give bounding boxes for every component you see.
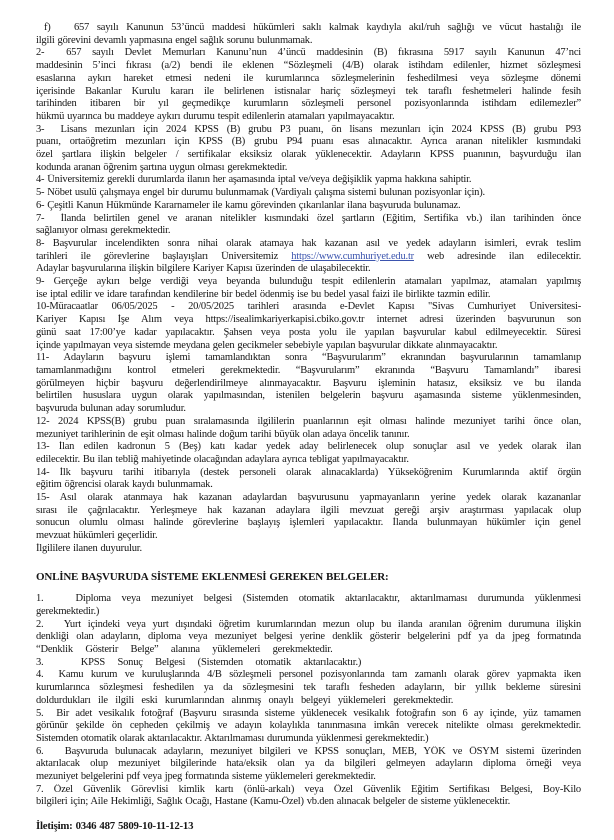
doc-line bbox=[36, 225, 581, 238]
doc-line bbox=[36, 365, 581, 378]
doc-text: 12- 2024 KPSS(B) grubu puan sıralamasında ilgililerin puanlarının eşit olması halinde mezuniyet tarihi önce olan, bbox=[36, 415, 581, 427]
doc-line bbox=[36, 784, 581, 797]
doc-line bbox=[36, 390, 581, 403]
doc-line bbox=[36, 136, 581, 149]
doc-text: 4. Kamu kurum ve kuruluşlarında 4/B sözleşmeli personel pozisyonlarında tam zamanlı olarak görev yapmakta iken bbox=[36, 669, 581, 681]
doc-line bbox=[36, 251, 581, 264]
doc-line bbox=[36, 441, 581, 454]
doc-text: 8- Başvurular incelendikten sonra nihai olarak atamaya hak kazanan asıl ve yedek adayların isimleri, evrak teslim bbox=[36, 237, 581, 249]
doc-line bbox=[36, 200, 581, 213]
doc-line bbox=[36, 60, 581, 73]
doc-text: eğitim öğrencisi olarak kaydı bulunmamak. bbox=[36, 479, 213, 491]
doc-text: sonucun olumlu olması halinde görevlerine başlayış işlemleri yapılacaktır. İlanda bulunmayan hükümler için genel bbox=[36, 517, 581, 529]
required-documents-section bbox=[36, 593, 581, 809]
doc-line bbox=[36, 340, 581, 353]
general-notes-section bbox=[36, 22, 581, 556]
doc-text: 6. Başvuruda bulunacak adayların, mezuniyet bilgileri ve KPSS sonuçları, MEB, YÖK ve ÖSYM sistemi üzerinden bbox=[36, 745, 581, 757]
doc-text: 5. Bir adet vesikalık fotoğraf (Başvuru sırasında sisteme yüklenecek vesikalık fotoğrafın son 6 ay içinde, yüz tamamen bbox=[36, 707, 581, 719]
doc-text: edilecektir. Bu ilan tebliğ mahiyetinde olacağından adaylara ayrıca tebligat yapılmayacaktır. bbox=[36, 453, 409, 465]
doc-text: kodunda aranan öğrenim şartına uygun olması gerekmektedir. bbox=[36, 161, 288, 173]
doc-text: görünür şekilde ön cepheden çekilmiş ve adayın kolaylıkla tanınmasına imkân verecek nitelikte olması gerekmektedir. bbox=[36, 720, 581, 732]
doc-line bbox=[36, 606, 581, 619]
doc-line bbox=[36, 631, 581, 644]
doc-text: tarihinden itibaren bir yıl geçmedikçe kurumların sözleşmeli personel pozisyonlarında istihdam edilemezler” bbox=[36, 98, 581, 110]
doc-text: görülmeyen hiçbir başvuru değerlendirilmeye alınmayacaktır. Başvuru işleminin hatasız, eksiksiz ve bu ilanda bbox=[36, 377, 581, 389]
doc-text: “Denklik Gösterir Belge” alanına yüklemeleri gerekmektedir. bbox=[36, 644, 333, 656]
doc-line bbox=[36, 149, 581, 162]
doc-line bbox=[36, 530, 581, 543]
doc-line bbox=[36, 98, 581, 111]
doc-line bbox=[36, 619, 581, 632]
doc-text: 11- Adayların başvuru işlemi tamamlandıktan sonra “Başvurularım” ekranından başvurularının tamamlanıp bbox=[36, 352, 581, 364]
doc-line bbox=[36, 174, 581, 187]
doc-text: 9- Gerçeğe aykırı belge verdiği veya beyanda bulunduğu tespit edilenlerin atamaları yapılmaz, atamaları yapılmış bbox=[36, 276, 581, 288]
doc-text: 3- Lisans mezunları için 2024 KPSS (B) grubu P3 puanı, ön lisans mezunları için 2024 KPSS (B) grubu P93 bbox=[36, 123, 581, 135]
doc-line bbox=[36, 720, 581, 733]
doc-line bbox=[36, 758, 581, 771]
doc-text: tarihleri ile görevlerine başlayışları Üniversitemiz bbox=[36, 250, 292, 262]
doc-text: mevzuat hükümleri geçerlidir. bbox=[36, 530, 158, 542]
doc-text: f) 657 sayılı Kanunun 53’üncü maddesi hükümleri saklı kalmak kaydıyla akıl/ruh sağlığı ve vücut hastalığı ile bbox=[44, 22, 581, 33]
doc-line bbox=[36, 111, 581, 124]
doc-text: günü saat 17:00’ye kadar yapılacaktır. Şahsen veya posta yolu ile yapılan başvurular kabul edilmeyecektir. Süresi bbox=[36, 326, 581, 338]
doc-text: maddesinin 5’inci fıkrası (a/2) bendi ile eklenen “Sözleşmeli (4/B) olarak istihdam edilenler, hizmet sözleşmesi bbox=[36, 60, 581, 72]
doc-line bbox=[36, 733, 581, 746]
doc-line bbox=[36, 289, 581, 302]
doc-line bbox=[36, 796, 581, 809]
doc-line bbox=[36, 47, 581, 60]
contact-line: İletişim: 0346 487 5809-10-11-12-13 bbox=[36, 820, 194, 833]
doc-text: 7. Özel Güvenlik Görevlisi kimlik kartı (önlü-arkalı) veya Özel Güvenlik Eğitim Sertifikası Belgesi, Boy-Kilo bbox=[36, 783, 581, 795]
doc-line bbox=[36, 327, 581, 340]
doc-line bbox=[36, 124, 581, 137]
doc-text: içinde yapılmayan veya sistemde meydana gelen gecikmeler sebebiyle yapılan başvurular dikkate alınmayacaktır. bbox=[36, 339, 498, 351]
doc-text: ilgili görevini devamlı yapmasına engel sağlık sorunu bulunmamak. bbox=[36, 34, 313, 46]
doc-text: Sistemden otomatik olarak aktarılacaktır. Aktarılmaması durumunda yüklenmesi gerekmektedir.) bbox=[36, 732, 429, 744]
doc-text: başvuruda bulunan aday sorumludur. bbox=[36, 403, 186, 415]
doc-text: aktarılacak olup mezuniyet bilgilerinde hata/eksik olan ya da bilgileri gelmeyen adayların diploma örneği veya bbox=[36, 758, 581, 770]
doc-line bbox=[36, 301, 581, 314]
doc-text: İlgililere ilanen duyurulur. bbox=[36, 542, 142, 554]
doc-line bbox=[36, 454, 581, 467]
doc-line bbox=[36, 352, 581, 365]
doc-line bbox=[36, 276, 581, 289]
doc-line bbox=[36, 263, 581, 276]
doc-text: 2. Yurt içindeki veya yurt dışındaki öğretim kurumlarından mezun olup bu ilanda aranılan öğrenim durumuna ilişkin bbox=[36, 618, 581, 630]
doc-line bbox=[36, 22, 581, 35]
doc-text: Adaylar başvurularına ilişkin bilgilere Kariyer Kapısı üzerinden de ulaşabilecektir. bbox=[36, 263, 371, 275]
doc-text: kurumlarınca sözleşmesi feshedilen ya da sözleşmesini tek taraflı fesheden adayların, bir yıllık bekleme süresini bbox=[36, 682, 581, 694]
doc-text: belirtilen hususlara uygun olarak yapılmasından, istenilen belgelerin başvuru aşamasında sisteme yüklenmesinden, bbox=[36, 390, 581, 402]
doc-line bbox=[36, 378, 581, 391]
doc-text: 4- Üniversitemiz gerekli durumlarda ilanın her aşamasında iptal ve/veya değişiklik yapma hakkına sahiptir. bbox=[36, 174, 472, 186]
doc-line bbox=[36, 73, 581, 86]
doc-text: sırası ile çağrılacaktır. Yerleşmeye hak kazanan adaylara ilgili mevzuat gereği arşiv araştırması yapılacak olup bbox=[36, 504, 581, 516]
doc-text: hükmü uyarınca bu maddeye aykırı durumu tespit edilenlerin atamaları yapılmayacaktır. bbox=[36, 110, 395, 122]
doc-text: mezuniyet belgelerini pdf veya jpeg formatında sisteme yüklemeleri gerekmektedir. bbox=[36, 771, 376, 783]
doc-text: 14- İlk başvuru tarihi itibarıyla (destek personeli olarak alınacaklarda) Yükseköğrenim Kurumlarında aktif örgün bbox=[36, 466, 581, 478]
doc-line bbox=[36, 644, 581, 657]
doc-text: web adresinde ilan edilecektir. bbox=[413, 250, 581, 262]
doc-line bbox=[36, 238, 581, 251]
doc-line bbox=[36, 492, 581, 505]
doc-text: 5- Nöbet usulü çalışmaya engel bir durumu bulunmamak (Vardiyalı çalışma sistemi bulunan pozisyonlar için). bbox=[36, 187, 485, 199]
doc-text: doldurdukları ile ilgili eski kurumlarından alınmış onaylı belgeyi yüklemeleri gerekmektedir. bbox=[36, 694, 454, 706]
doc-line bbox=[36, 479, 581, 492]
doc-line bbox=[36, 695, 581, 708]
doc-line bbox=[36, 213, 581, 226]
doc-text: 1. Diploma veya mezuniyet belgesi (Sistemden otomatik aktarılacaktır, aktarılmaması durumunda yüklenmesi bbox=[36, 593, 581, 605]
doc-line bbox=[36, 35, 581, 48]
doc-text: ise iptal edilir ve idare tarafından kendilerine bir bedel ödenmiş ise bu bedel yasal faizi ile birlikte tazmin edilir. bbox=[36, 288, 491, 300]
doc-line bbox=[36, 746, 581, 759]
cumhuriyet-edu-link[interactable]: https://www.cumhuriyet.edu.tr bbox=[291, 250, 414, 262]
doc-text: tamamlanmadığını kontrol etmeleri gerekmektedir. “Başvurularım” ekranında “Başvuru Tamamlandı” ibaresi bbox=[36, 364, 581, 376]
doc-text: denkliği olan adayların, diploma veya mezuniyet belgesi yerine denklik gösterir belgelerini pdf ya da jpeg formatında bbox=[36, 631, 581, 643]
doc-line bbox=[36, 543, 581, 556]
doc-line bbox=[36, 429, 581, 442]
doc-text: 3. KPSS Sonuç Belgesi (Sistemden otomatik aktarılacaktır.) bbox=[36, 656, 362, 668]
doc-text: esaslarına aykırı hareket etmesi nedeni ile kurumlarınca sözleşmelerinin feshedilmesi veya sözleşme dönemi bbox=[36, 72, 581, 84]
doc-line bbox=[36, 657, 581, 670]
doc-line bbox=[36, 187, 581, 200]
doc-text: 7- İlanda belirtilen genel ve aranan nitelikler kısmındaki özel şartların (Eğitim, Sertifika vb.) ilan tarihinden önce bbox=[36, 212, 581, 224]
online-documents-heading: ONLİNE BAŞVURUDA SİSTEME EKLENMESİ GEREKEN BELGELER: bbox=[36, 570, 389, 583]
doc-line bbox=[36, 517, 581, 530]
doc-text: 15- Asıl olarak atanmaya hak kazanan adaylardan başvurusunu yapmayanların yerine yedek olarak kazananlar bbox=[36, 492, 581, 504]
doc-line bbox=[36, 162, 581, 175]
doc-line bbox=[36, 467, 581, 480]
doc-line bbox=[36, 314, 581, 327]
doc-line bbox=[36, 669, 581, 682]
doc-text: sağlanıyor olması gerekmektedir. bbox=[36, 225, 171, 237]
doc-text: gerekmektedir.) bbox=[36, 605, 100, 617]
doc-text: 2- 657 sayılı Devlet Memurları Kanunu’nun 4’üncü maddesinin (B) fıkrasına 5917 sayılı Kanunun 47’nci bbox=[36, 47, 581, 59]
doc-line bbox=[36, 416, 581, 429]
doc-text: 10-Müracaatlar 06/05/2025 - 20/05/2025 tarihleri arasında e-Devlet Kapısı "Sivas Cumhuriyet Üniversitesi- bbox=[36, 301, 581, 313]
doc-line bbox=[36, 682, 581, 695]
doc-line bbox=[36, 708, 581, 721]
doc-line bbox=[36, 505, 581, 518]
doc-text: mezuniyet tarihlerinin de eşit olması halinde doğum tarihi büyük olan adaya öncelik tanınır. bbox=[36, 428, 410, 440]
doc-line bbox=[36, 771, 581, 784]
doc-line bbox=[36, 593, 581, 606]
doc-text: içerisinde Bakanlar Kurulu kararı ile belirlenen istisnalar hariç sözleşmeyi tek taraflı feshetmeleri halinde fesih bbox=[36, 85, 581, 97]
doc-text: 6- Çeşitli Kanun Hükmünde Kararnameler ile kamu görevinden çıkarılanlar ilana başvuruda bulunamaz. bbox=[36, 199, 461, 211]
doc-line bbox=[36, 403, 581, 416]
doc-line bbox=[36, 86, 581, 99]
doc-text: puanı, ortaöğretim mezunları için KPSS (B) grubu P94 puanı esas alınacaktır. Ayrıca aranan nitelikler kısmındaki bbox=[36, 136, 581, 148]
doc-text: bilgileri için; Aile Hekimliği, Sağlık Ocağı, Hastane (Kamu-Özel) vb.den alınacak belgeler de sisteme yüklenecektir. bbox=[36, 796, 511, 808]
doc-text: Kariyer Kapısı İşe Alım veya https://isealimkariyerkapisi.cbiko.gov.tr internet adresi üzerinden başvurunun son bbox=[36, 314, 581, 326]
doc-text: 13- İlan edilen kadronun 5 (Beş) katı kadar yedek aday belirlenecek olup sonuçlar asıl ve yedek olarak ilan bbox=[36, 441, 581, 453]
doc-text: özel şartlara ilişkin belgeler / sertifikalar eksiksiz olarak yüklenecektir. Adayların KPSS puanının, başvurduğu ilan bbox=[36, 149, 581, 161]
